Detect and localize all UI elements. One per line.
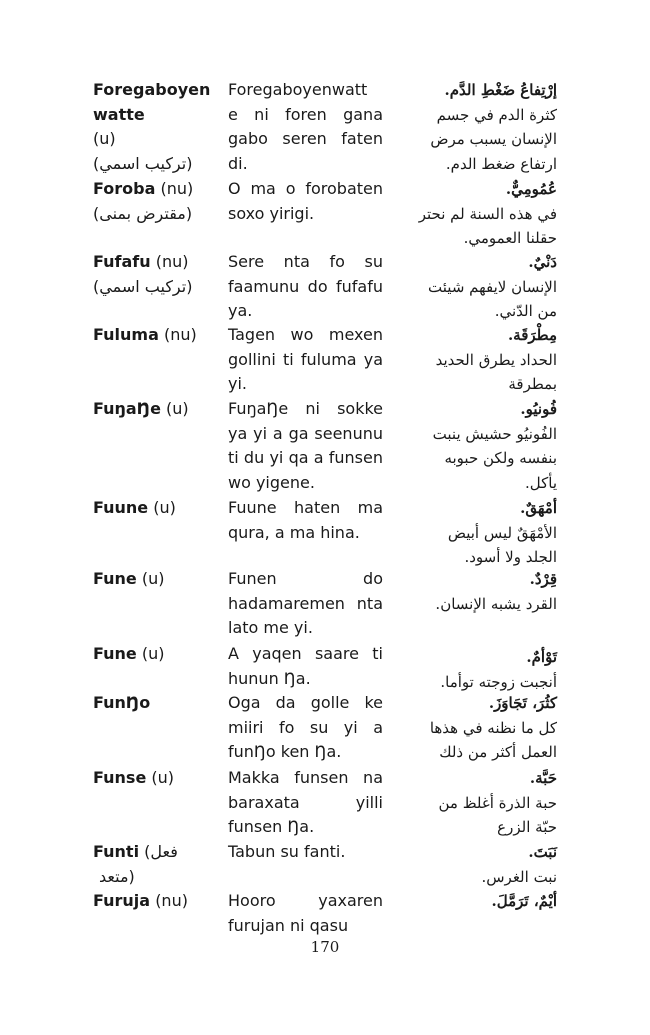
pos-tag-arabic: (مقترض بمنى) bbox=[93, 203, 193, 223]
arabic-headword: مِطْرَقَة. bbox=[507, 326, 557, 344]
soninke-line: gollini ti fuluma ya bbox=[228, 349, 383, 369]
soninke-example bbox=[228, 567, 383, 641]
arabic-column bbox=[405, 567, 557, 616]
headword-column bbox=[93, 889, 223, 914]
arabic-column bbox=[405, 642, 557, 694]
arabic-headword: حَبَّة. bbox=[529, 769, 557, 787]
arabic-definition-line: حبّة الزرع bbox=[497, 818, 557, 836]
pos-tag: (nu) bbox=[163, 325, 197, 344]
arabic-definition-line: العمل أكثر من ذلك bbox=[439, 743, 557, 761]
arabic-column bbox=[405, 177, 557, 251]
headword: Fuluma bbox=[93, 325, 159, 344]
soninke-line: A yaqen saare ti bbox=[228, 644, 383, 663]
headword-continued: watte bbox=[93, 104, 145, 124]
soninke-line: lato me yi. bbox=[228, 618, 313, 637]
arabic-definition-line: الجلد ولا أسود. bbox=[464, 548, 557, 566]
soninke-example bbox=[228, 496, 383, 545]
arabic-definition-line: بمطرقة bbox=[508, 375, 557, 393]
headword-column bbox=[93, 250, 223, 299]
arabic-definition-line: الحداد يطرق الحديد bbox=[435, 350, 557, 369]
headword: Foregaboyen bbox=[93, 80, 211, 99]
soninke-line: Fuune haten ma bbox=[228, 498, 383, 517]
pos-tag: (u) bbox=[141, 644, 165, 663]
arabic-headword: عُمُومِيٌّ. bbox=[505, 180, 557, 198]
pos-tag: (nu) bbox=[155, 891, 188, 910]
pos-tag: (u) bbox=[166, 399, 189, 418]
headword: Fufafu bbox=[93, 252, 151, 271]
arabic-definition-line: الإنسان يسبب مرض bbox=[430, 130, 557, 148]
arabic-column bbox=[405, 840, 557, 889]
arabic-definition-line: يأكل. bbox=[524, 473, 557, 492]
soninke-line: furujan ni qasu bbox=[228, 915, 349, 935]
arabic-headword: دَنْيٌ. bbox=[528, 253, 557, 271]
headword-column bbox=[93, 177, 223, 226]
arabic-definition-line: بنفسه ولكن حبوبه bbox=[444, 449, 557, 467]
arabic-headword: نَبَتَ. bbox=[528, 843, 557, 861]
headword: Furuja bbox=[93, 891, 151, 910]
arabic-definition-line: القرد يشبه الإنسان. bbox=[435, 594, 557, 613]
soninke-line: hunun Ŋa. bbox=[228, 668, 311, 688]
soninke-line: soxo yirigi. bbox=[228, 203, 315, 223]
arabic-headword: قِرْدٌ. bbox=[529, 570, 557, 588]
arabic-column bbox=[405, 496, 557, 570]
headword: Funse bbox=[93, 768, 147, 787]
soninke-line: Tabun su fanti. bbox=[228, 842, 346, 861]
soninke-line: baraxata yilli bbox=[228, 792, 383, 812]
arabic-definition-line: الأمْهَقٌ ليس أبيض bbox=[447, 523, 557, 542]
soninke-line: FuŋaŊe ni sokke bbox=[228, 399, 383, 418]
soninke-line: yi. bbox=[228, 374, 247, 393]
soninke-line: gabo seren faten bbox=[228, 129, 383, 148]
headword-column bbox=[93, 840, 223, 889]
arabic-definition-line: أنجبت زوجته توأما. bbox=[440, 672, 557, 691]
pos-tag-arabic: (تركيب اسمي) bbox=[93, 153, 193, 173]
soninke-example bbox=[228, 397, 383, 495]
arabic-column bbox=[405, 323, 557, 397]
soninke-line: O ma o forobaten bbox=[228, 179, 383, 198]
headword: FuŋaŊe bbox=[93, 399, 161, 418]
arabic-headword: تَوْأمٌ. bbox=[526, 648, 557, 666]
soninke-line: wo yigene. bbox=[228, 472, 315, 492]
soninke-example bbox=[228, 889, 383, 938]
pos-tag: (u) bbox=[153, 498, 176, 517]
pos-tag: (u) bbox=[151, 768, 175, 787]
soninke-example bbox=[228, 78, 383, 176]
pos-tag: (nu) bbox=[155, 252, 189, 271]
soninke-line: Oga da golle ke bbox=[228, 693, 383, 712]
arabic-headword: كثُرَ، تَجَاوَزَ. bbox=[488, 694, 557, 712]
headword-column bbox=[93, 567, 223, 592]
arabic-definition-line: في هذه السنة لم نحتر bbox=[418, 204, 557, 223]
soninke-line: ya. bbox=[228, 301, 253, 320]
soninke-line: ya yi a ga seenunu bbox=[228, 423, 383, 443]
arabic-column bbox=[405, 78, 557, 176]
arabic-definition-line: الإنسان لايفهم شيئت bbox=[428, 277, 557, 296]
pos-tag: (u) bbox=[141, 569, 165, 588]
soninke-line: Sere nta fo su bbox=[228, 252, 383, 271]
soninke-line: qura, a ma hina. bbox=[228, 522, 360, 542]
headword-column bbox=[93, 766, 223, 791]
soninke-line: e ni foren gana bbox=[228, 104, 383, 124]
pos-tag: (nu) bbox=[160, 179, 194, 198]
soninke-example bbox=[228, 691, 383, 765]
arabic-headword: أمْهَقٌ. bbox=[520, 499, 557, 517]
soninke-line: Tagen wo mexen bbox=[228, 325, 383, 344]
soninke-line: ti du yi qa a funsen bbox=[228, 448, 383, 467]
headword: Fuune bbox=[93, 498, 149, 517]
headword-column bbox=[93, 78, 223, 176]
arabic-definition-line: كثرة الدم في جسم bbox=[436, 105, 557, 124]
soninke-line: Makka funsen na bbox=[228, 768, 383, 787]
soninke-example bbox=[228, 323, 383, 397]
headword: Foroba bbox=[93, 179, 156, 198]
arabic-column bbox=[405, 691, 557, 765]
arabic-definition-line: كل ما نظنه في هذها bbox=[429, 718, 557, 737]
headword: Funti bbox=[93, 842, 140, 861]
arabic-column bbox=[405, 889, 557, 914]
pos-tag-arabic: (تركيب اسمي) bbox=[93, 276, 193, 296]
pos-tag-arabic: (فعل bbox=[144, 842, 178, 861]
soninke-example bbox=[228, 250, 383, 324]
soninke-line: Funen do bbox=[228, 569, 383, 588]
headword-column bbox=[93, 642, 223, 667]
headword-column bbox=[93, 397, 223, 422]
arabic-definition-line: حبة الذرة أغلظ من bbox=[438, 793, 557, 812]
pos-tag: (u) bbox=[93, 129, 116, 148]
headword: Fune bbox=[93, 569, 137, 588]
arabic-headword: إرْتِفاعُ ضَغْطِ الدَّم. bbox=[444, 81, 557, 99]
headword-column bbox=[93, 323, 223, 348]
headword-column bbox=[93, 691, 223, 716]
pos-tag-arabic-continued: متعد) bbox=[99, 866, 135, 886]
soninke-line: funŊo ken Ŋa. bbox=[228, 742, 342, 761]
soninke-example bbox=[228, 766, 383, 840]
soninke-line: miiri fo su yi a bbox=[228, 717, 383, 737]
arabic-definition-line: من الدّني. bbox=[494, 302, 557, 320]
page-number: 170 bbox=[310, 938, 340, 956]
headword: FunŊo bbox=[93, 693, 151, 712]
arabic-column bbox=[405, 250, 557, 324]
arabic-definition-line: نبت الغرس. bbox=[481, 867, 557, 886]
arabic-column bbox=[405, 766, 557, 840]
arabic-column bbox=[405, 397, 557, 495]
headword: Fune bbox=[93, 644, 137, 663]
soninke-line: funsen Ŋa. bbox=[228, 817, 315, 836]
arabic-definition-line: ارتفاع ضغط الدم. bbox=[445, 154, 557, 173]
soninke-line: di. bbox=[228, 153, 248, 173]
soninke-example bbox=[228, 177, 383, 226]
soninke-line: hadamaremen nta bbox=[228, 593, 383, 613]
soninke-example bbox=[228, 642, 383, 691]
headword-column bbox=[93, 496, 223, 521]
arabic-definition-line: الفُونيُو حشيش ينبت bbox=[432, 424, 557, 443]
soninke-line: Foregaboyenwatt bbox=[228, 80, 368, 99]
arabic-definition-line: حقلنا العمومي. bbox=[463, 229, 557, 247]
arabic-headword: أيْمٌ، تَرَمَّلَ. bbox=[491, 892, 557, 910]
soninke-line: faamunu do fufafu bbox=[228, 276, 383, 296]
arabic-headword: فُونيُو. bbox=[520, 400, 557, 418]
soninke-line: Hooro yaxaren bbox=[228, 891, 383, 910]
soninke-example bbox=[228, 840, 383, 865]
